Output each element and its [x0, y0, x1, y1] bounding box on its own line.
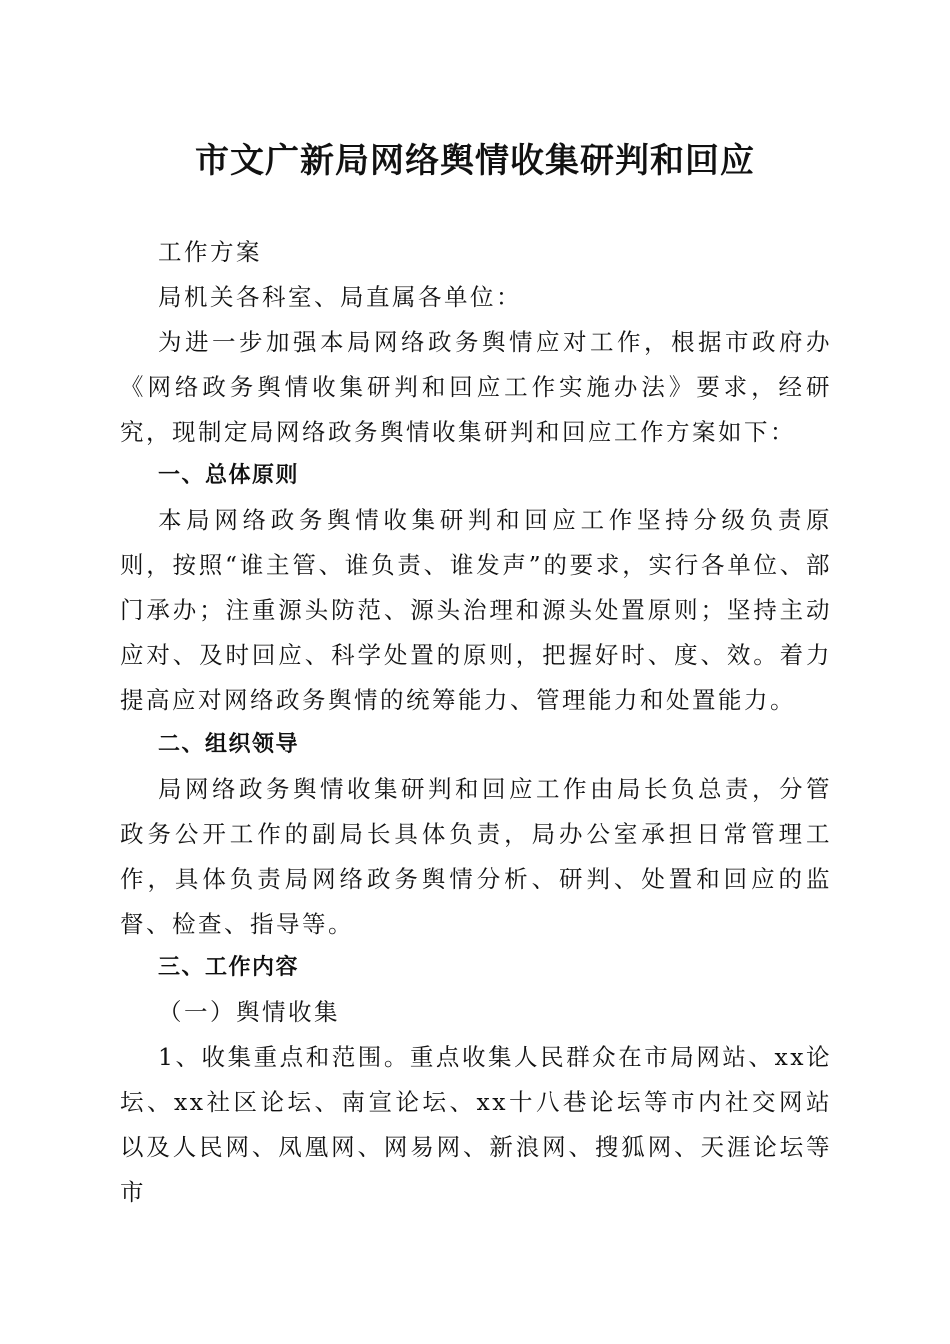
document-title: 市文广新局网络舆情收集研判和回应	[195, 141, 755, 181]
section-body-principles: 本局网络政务舆情收集研判和回应工作坚持分级负责原则，按照“谁主管、谁负责、谁发声”的要求，实行各单位、部门承办；注重源头防范、源头治理和源头处置原则；坚持主动应对、及时回应、科学处置的原则，把握好时、度、效。着力提高应对网络政务舆情的统筹能力、管理能力和处置能力。	[120, 506, 832, 714]
section-heading-content: 三、工作内容	[158, 955, 300, 980]
intro-paragraph: 为进一步加强本局网络政务舆情应对工作，根据市政府办《网络政务舆情收集研判和回应工作实施办法》要求，经研究，现制定局网络政务舆情收集研判和回应工作方案如下：	[120, 328, 832, 446]
section-body-leadership: 局网络政务舆情收集研判和回应工作由局长负总责，分管政务公开工作的副局长具体负责，局办公室承担日常管理工作，具体负责局网络政务舆情分析、研判、处置和回应的监督、检查、指导等。	[120, 775, 832, 938]
section-heading-principles: 一、总体原则	[158, 463, 300, 488]
subsection-heading-collection: （一）舆情收集	[158, 998, 340, 1026]
document-subtitle: 工作方案	[158, 238, 262, 266]
salutation: 局机关各科室、局直属各单位：	[158, 283, 522, 311]
section-body-collection: 1、收集重点和范围。重点收集人民群众在市局网站、xx论坛、xx社区论坛、南宣论坛、xx十八巷论坛等市内社交网站以及人民网、凤凰网、网易网、新浪网、搜狐网、天涯论坛等市	[120, 1043, 832, 1206]
section-heading-leadership: 二、组织领导	[158, 732, 300, 757]
